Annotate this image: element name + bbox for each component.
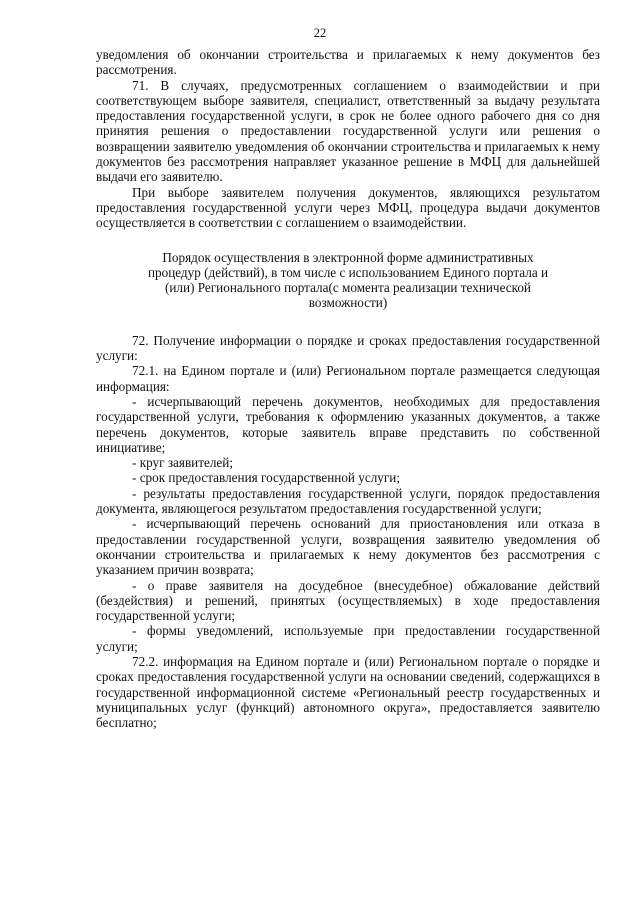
paragraph: При выборе заявителем получения документов, являющихся результатом предоставления государственной услуги через МФЦ, процедура выдачи документов осуществляется в соответствии с соглашением о взаимодействии. bbox=[96, 184, 600, 231]
list-item: - формы уведомлений, используемые при предоставлении государственной услуги; bbox=[96, 623, 600, 654]
list-item: - о праве заявителя на досудебное (внесудебное) обжалование действий (бездействия) и решений, принятых (осуществляемых) в ходе предоставления государственной услуги; bbox=[96, 577, 600, 624]
list-item: - результаты предоставления государственной услуги, порядок предоставления документа, являющегося результатом предоставления государственной услуги; bbox=[96, 485, 600, 517]
paragraphs-after-heading bbox=[96, 333, 600, 731]
list-item: - круг заявителей; bbox=[132, 455, 233, 471]
paragraph-71: 71. В случаях, предусмотренных соглашением о взаимодействии и при соответствующем выборе заявителя, специалист, ответственный за выдачу результата предоставления государственной услуги, в срок не более одного рабочего дня со дня принятия решения о предоставлении государственной услуги или решения о возвращении заявителю уведомления об окончании строительства и прилагаемых к нему документов без рассмотрения направляет указанное решение в МФЦ для дальнейшей выдачи его заявителю. bbox=[96, 77, 600, 185]
section-heading: Порядок осуществления в электронной форме административных процедур (действий), в том числе с использованием Единого портала и (или) Регионального портала(с момента реализации технической возможности) bbox=[147, 249, 549, 311]
paragraph-72-1: 72.1. на Едином портале и (или) Региональном портале размещается следующая информация: bbox=[96, 363, 600, 394]
paragraph-72-2: 72.2. информация на Едином портале и (или) Региональном портале о порядке и сроках предоставления государственной услуги на основании сведений, содержащихся в государственной информационной системе «Региональный реестр государственных и муниципальных услуг (функций) автономного округа», предоставляется заявителю бесплатно; bbox=[96, 653, 600, 731]
list-item: - исчерпывающий перечень оснований для приостановления или отказа в предоставлении государственной услуги, возвращения заявителю уведомления об окончании строительства и прилагаемых к нему документов без рассмотрения с указанием причин возврата; bbox=[96, 516, 600, 578]
page-number: 22 bbox=[313, 26, 327, 40]
list-item: - исчерпывающий перечень документов, необходимых для предоставления государственной услуги, требования к оформлению указанных документов, а также перечень документов, которые заявитель вправе представить по собственной инициативе; bbox=[96, 393, 600, 455]
document-body bbox=[96, 47, 600, 730]
paragraph-72: 72. Получение информации о порядке и сроках предоставления государственной услуги: bbox=[96, 332, 600, 364]
list-item: - срок предоставления государственной услуги; bbox=[132, 470, 401, 486]
paragraph: уведомления об окончании строительства и прилагаемых к нему документов без рассмотрения. bbox=[96, 47, 600, 78]
paragraphs-before-heading bbox=[96, 47, 600, 231]
